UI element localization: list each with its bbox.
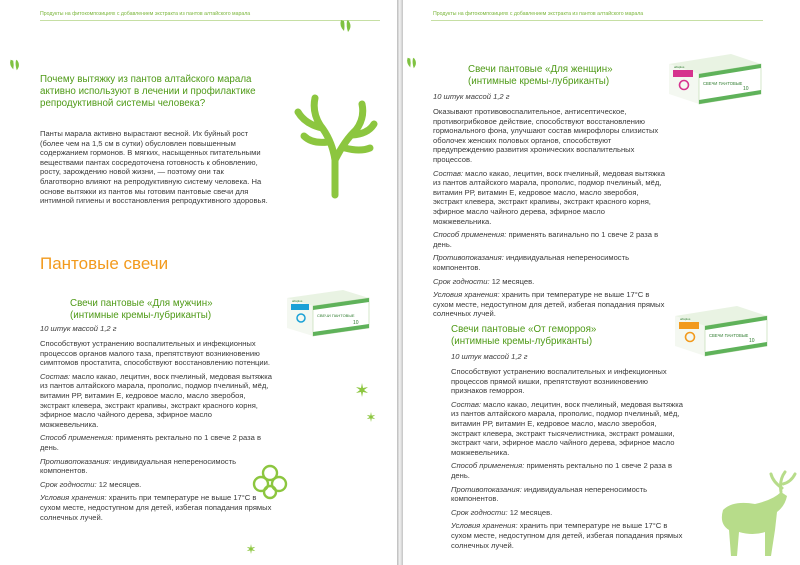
product-shelf-life: Срок годности: 12 месяцев. — [451, 507, 553, 517]
box-name: СВЕЧИ ПАНТОВЫЕ — [317, 313, 355, 318]
hoof-print-icon — [338, 18, 354, 34]
product-title-line: Свечи пантовые «Для женщин» — [468, 64, 613, 75]
product-details-women — [433, 107, 665, 323]
product-title-line: Свечи пантовые «От геморроя» — [451, 324, 597, 335]
product-subtitle: 10 штук массой 1,2 г — [451, 352, 528, 361]
box-name: СВЕЧИ ПАНТОВЫЕ — [703, 81, 743, 86]
right-page — [403, 0, 800, 565]
left-page — [0, 0, 397, 565]
product-description: Способствуют устранению воспалительных и инфекционных процессов прямой кишки, препятствуют возникновению признаков геморроя. — [451, 367, 667, 396]
product-details-men — [40, 339, 272, 526]
product-composition: Состав: масло какао, лецитин, воск пчелиный, медовая вытяжка из пантов алтайского марала, прополис, подмор пчелиный, мёд, витамин РР, витамин Е, кедровое масло, масло зверобоя, экстракт клевера, экстракт тысячелистника, экстракт ромашки, экстракт чаги, эфирное масло чайного дерева, эфирное масло можжевельника. — [451, 399, 683, 457]
product-details-hemorrhoids — [451, 367, 683, 554]
header-rule — [40, 20, 380, 21]
product-title-line: (интимные кремы-лубриканты) — [70, 309, 212, 321]
box-count: 10 — [743, 86, 749, 92]
product-storage: Условия хранения: хранить при температуре не выше 17°С в сухом месте, недоступном для детей, избегая попадания прямых солнечных лучей. — [433, 290, 665, 319]
hoof-print-icon — [405, 56, 419, 70]
star-flower-icon — [246, 544, 256, 554]
product-storage: Условия хранения: хранить при температуре не выше 17°С в сухом месте, недоступном для детей, избегая попадания прямых солнечных лучей. — [40, 493, 272, 522]
product-storage: Условия хранения: хранить при температуре не выше 17°С в сухом месте, недоступном для детей, избегая попадания прямых солнечных лучей. — [451, 521, 683, 550]
product-title-women — [468, 64, 613, 87]
hoof-print-icon — [8, 58, 22, 72]
product-subtitle: 10 штук массой 1,2 г — [433, 92, 510, 101]
product-box-women — [665, 48, 765, 108]
box-brand: alfaplus — [674, 65, 685, 69]
header-rule — [431, 20, 763, 21]
page-header: Продукты на фитокомпозициях с добавлением экстракта из пантов алтайского марала — [433, 11, 644, 17]
product-contraindications: Противопоказания: индивидуальная непереносимость компонентов. — [451, 484, 648, 504]
box-brand: alfaplus — [680, 317, 691, 321]
page-header: Продукты на фитокомпозициях с добавлением экстракта из пантов алтайского марала — [40, 11, 251, 17]
clover-icon — [250, 462, 290, 502]
box-brand: alfaplus — [292, 299, 303, 303]
product-box-hemorrhoids — [671, 300, 771, 360]
product-title-line: (интимные кремы-лубриканты) — [451, 335, 593, 347]
product-title-line: Свечи пантовые «Для мужчин» — [70, 298, 213, 309]
question-heading: Почему вытяжку из пантов алтайского марала активно используют в лечении и профилактике репродуктивной системы человека? — [40, 74, 256, 109]
product-title-men — [70, 298, 213, 321]
product-title-hemorrhoids — [451, 324, 596, 347]
product-composition: Состав: масло какао, лецитин, воск пчелиный, медовая вытяжка из пантов алтайского марала, прополис, подмор пчелиный, мёд, витамин РР, витамин Е, кедровое масло, масло зверобоя, экстракт клевера, экстракт крапивы, экстракт красного корня, эфирное масло чайного дерева, эфирное масло можжевельника. — [433, 168, 665, 226]
product-usage: Способ применения: применять ректально по 1 свече 2 раза в день. — [451, 461, 673, 480]
star-flower-icon — [366, 412, 376, 422]
product-contraindications: Противопоказания: индивидуальная непереносимость компонентов. — [40, 456, 237, 476]
product-subtitle: 10 штук массой 1,2 г — [40, 324, 117, 333]
product-composition: Состав: масло какао, лецитин, воск пчелиный, медовая вытяжка из пантов алтайского марала, прополис, подмор пчелиный, мёд, витамин РР, витамин Е, кедровое масло, масло зверобоя, экстракт клевера, экстракт крапивы, экстракт красного корня, эфирное масло чайного дерева, эфирное масло можжевельника. — [40, 371, 272, 429]
box-name: СВЕЧИ ПАНТОВЫЕ — [709, 333, 749, 338]
product-box-men — [283, 284, 373, 340]
product-description: Оказывают противовоспалительное, антисептическое, противогрибковое действие, способствуют восстановлению гормонального фона, улучшают состав микрофлоры слизистых оболочек женских половых органов, способствуют предупреждению развития хронических воспалительных процессов. — [433, 107, 659, 164]
box-count: 10 — [353, 320, 359, 326]
product-shelf-life: Срок годности: 12 месяцев. — [40, 479, 142, 489]
deer-antler-icon — [290, 90, 380, 200]
deer-silhouette-icon — [703, 470, 799, 560]
section-title: Пантовые свечи — [40, 254, 169, 273]
product-title-line: (интимные кремы-лубриканты) — [468, 75, 610, 87]
product-contraindications: Противопоказания: индивидуальная непереносимость компонентов. — [433, 253, 630, 272]
product-description: Способствуют устранению воспалительных и инфекционных процессов органов малого таза, препятствуют возникновению симптомов простатита, способствуют восстановлению потенции. — [40, 339, 270, 368]
box-count: 10 — [749, 338, 755, 344]
intro-paragraph: Панты марала активно вырастают весной. Их буйный рост (более чем на 1,5 см в сутки) обусловлен повышенным содержанием гормонов. В мягких, насыщенных питательными веществами пантах сосредоточена готовность к обновлению, росту, зарождению новой жизни, — поэтому они так благотворно влияют на репродуктивную систему человека. На основе вытяжки из пантов мы готовим пантовые свечи для интимной гигиены и восстановления репродуктивного здоровья. — [40, 129, 268, 206]
product-usage: Способ применения: применять ректально по 1 свече 2 раза в день. — [40, 433, 262, 452]
product-shelf-life: Срок годности: 12 месяцев. — [433, 276, 535, 286]
star-flower-icon — [355, 383, 369, 397]
product-usage: Способ применения: применять вагинально по 1 свече 2 раза в день. — [433, 230, 659, 249]
